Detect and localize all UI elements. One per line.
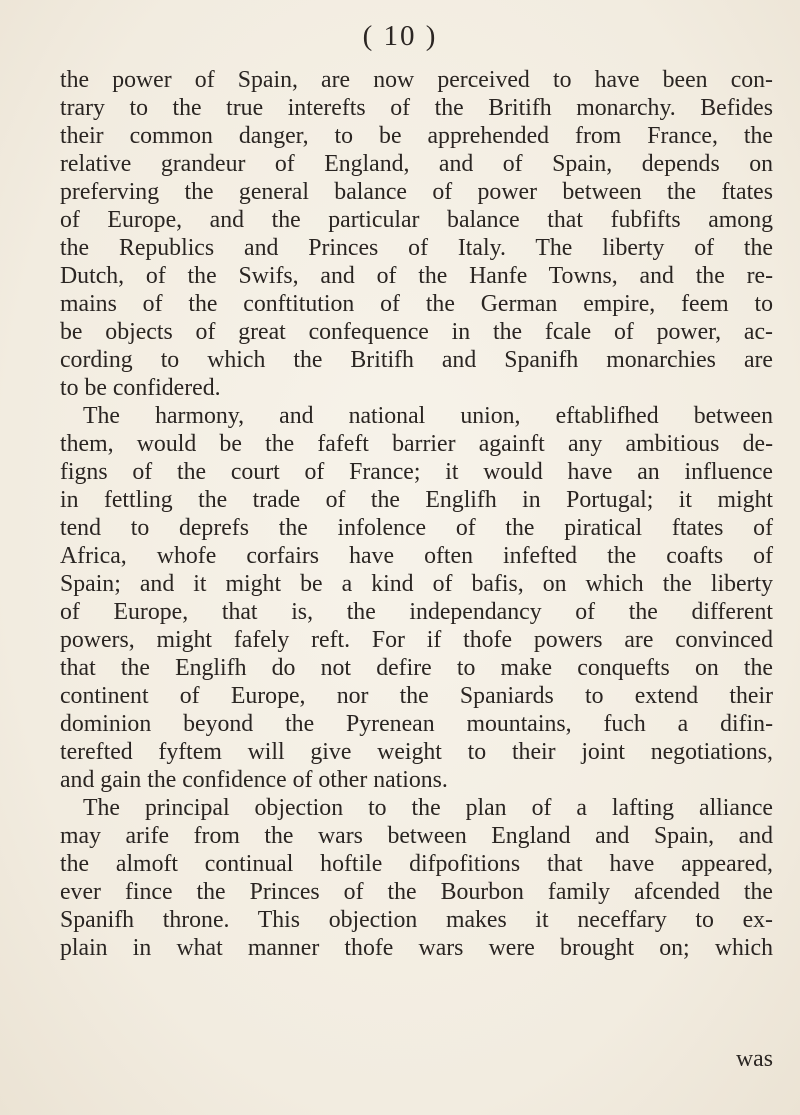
paragraph-3 <box>60 794 773 962</box>
text-line: the power of Spain, are now perceived to have been con- <box>60 67 773 93</box>
text-line: Spain; and it might be a kind of bafis, on which the liberty <box>60 571 773 597</box>
page-number: ( 10 ) <box>362 20 438 52</box>
text-line: Spanifh throne. This objection makes it neceffary to ex- <box>60 907 773 933</box>
paragraph-1 <box>60 66 773 402</box>
text-line: that the Englifh do not defire to make conquefts on the <box>60 655 773 681</box>
text-line: figns of the court of France; it would have an influence <box>60 459 773 485</box>
text-line: of Europe, that is, the independancy of the different <box>60 599 773 625</box>
text-line: trary to the true interefts of the Britifh monarchy. Befides <box>60 95 773 121</box>
text-line: cording to which the Britifh and Spanifh monarchies are <box>60 347 773 373</box>
text-line: The principal objection to the plan of a lafting alliance <box>83 795 773 821</box>
text-line: of Europe, and the particular balance that fubfifts among <box>60 207 773 233</box>
text-line: Africa, whofe corfairs have often infefted the coafts of <box>60 543 773 569</box>
text-line: ever fince the Princes of the Bourbon family afcended the <box>60 879 773 905</box>
text-line: mains of the conftitution of the German empire, feem to <box>60 291 773 317</box>
text-line: may arife from the wars between England and Spain, and <box>60 823 773 849</box>
text-line: powers, might fafely reft. For if thofe powers are convinced <box>60 627 773 653</box>
text-line: tend to deprefs the infolence of the piratical ftates of <box>60 515 773 541</box>
text-line: the Republics and Princes of Italy. The liberty of the <box>60 235 773 261</box>
text-line: The harmony, and national union, eftablifhed between <box>83 403 773 429</box>
text-line: dominion beyond the Pyrenean mountains, fuch a difin- <box>60 711 773 737</box>
text-line: be objects of great confequence in the fcale of power, ac- <box>60 319 773 345</box>
text-line: in fettling the trade of the Englifh in Portugal; it might <box>60 487 773 513</box>
text-line: their common danger, to be apprehended from France, the <box>60 123 773 149</box>
text-line: and gain the confidence of other nations. <box>60 767 448 793</box>
body-text <box>60 66 773 962</box>
catchword: was <box>735 1046 773 1072</box>
text-line: Dutch, of the Swifs, and of the Hanfe Towns, and the re- <box>60 263 773 289</box>
text-line: continent of Europe, nor the Spaniards to extend their <box>60 683 773 709</box>
text-line: preferving the general balance of power between the ftates <box>60 179 773 205</box>
text-line: the almoft continual hoftile difpofitions that have appeared, <box>60 851 773 877</box>
text-line: plain in what manner thofe wars were brought on; which <box>60 935 773 961</box>
text-line: terefted fyftem will give weight to their joint negotiations, <box>60 739 773 765</box>
paragraph-2 <box>60 402 773 794</box>
text-line: relative grandeur of England, and of Spain, depends on <box>60 151 773 177</box>
text-line: to be confidered. <box>60 375 221 401</box>
text-line: them, would be the fafeft barrier againft any ambitious de- <box>60 431 773 457</box>
